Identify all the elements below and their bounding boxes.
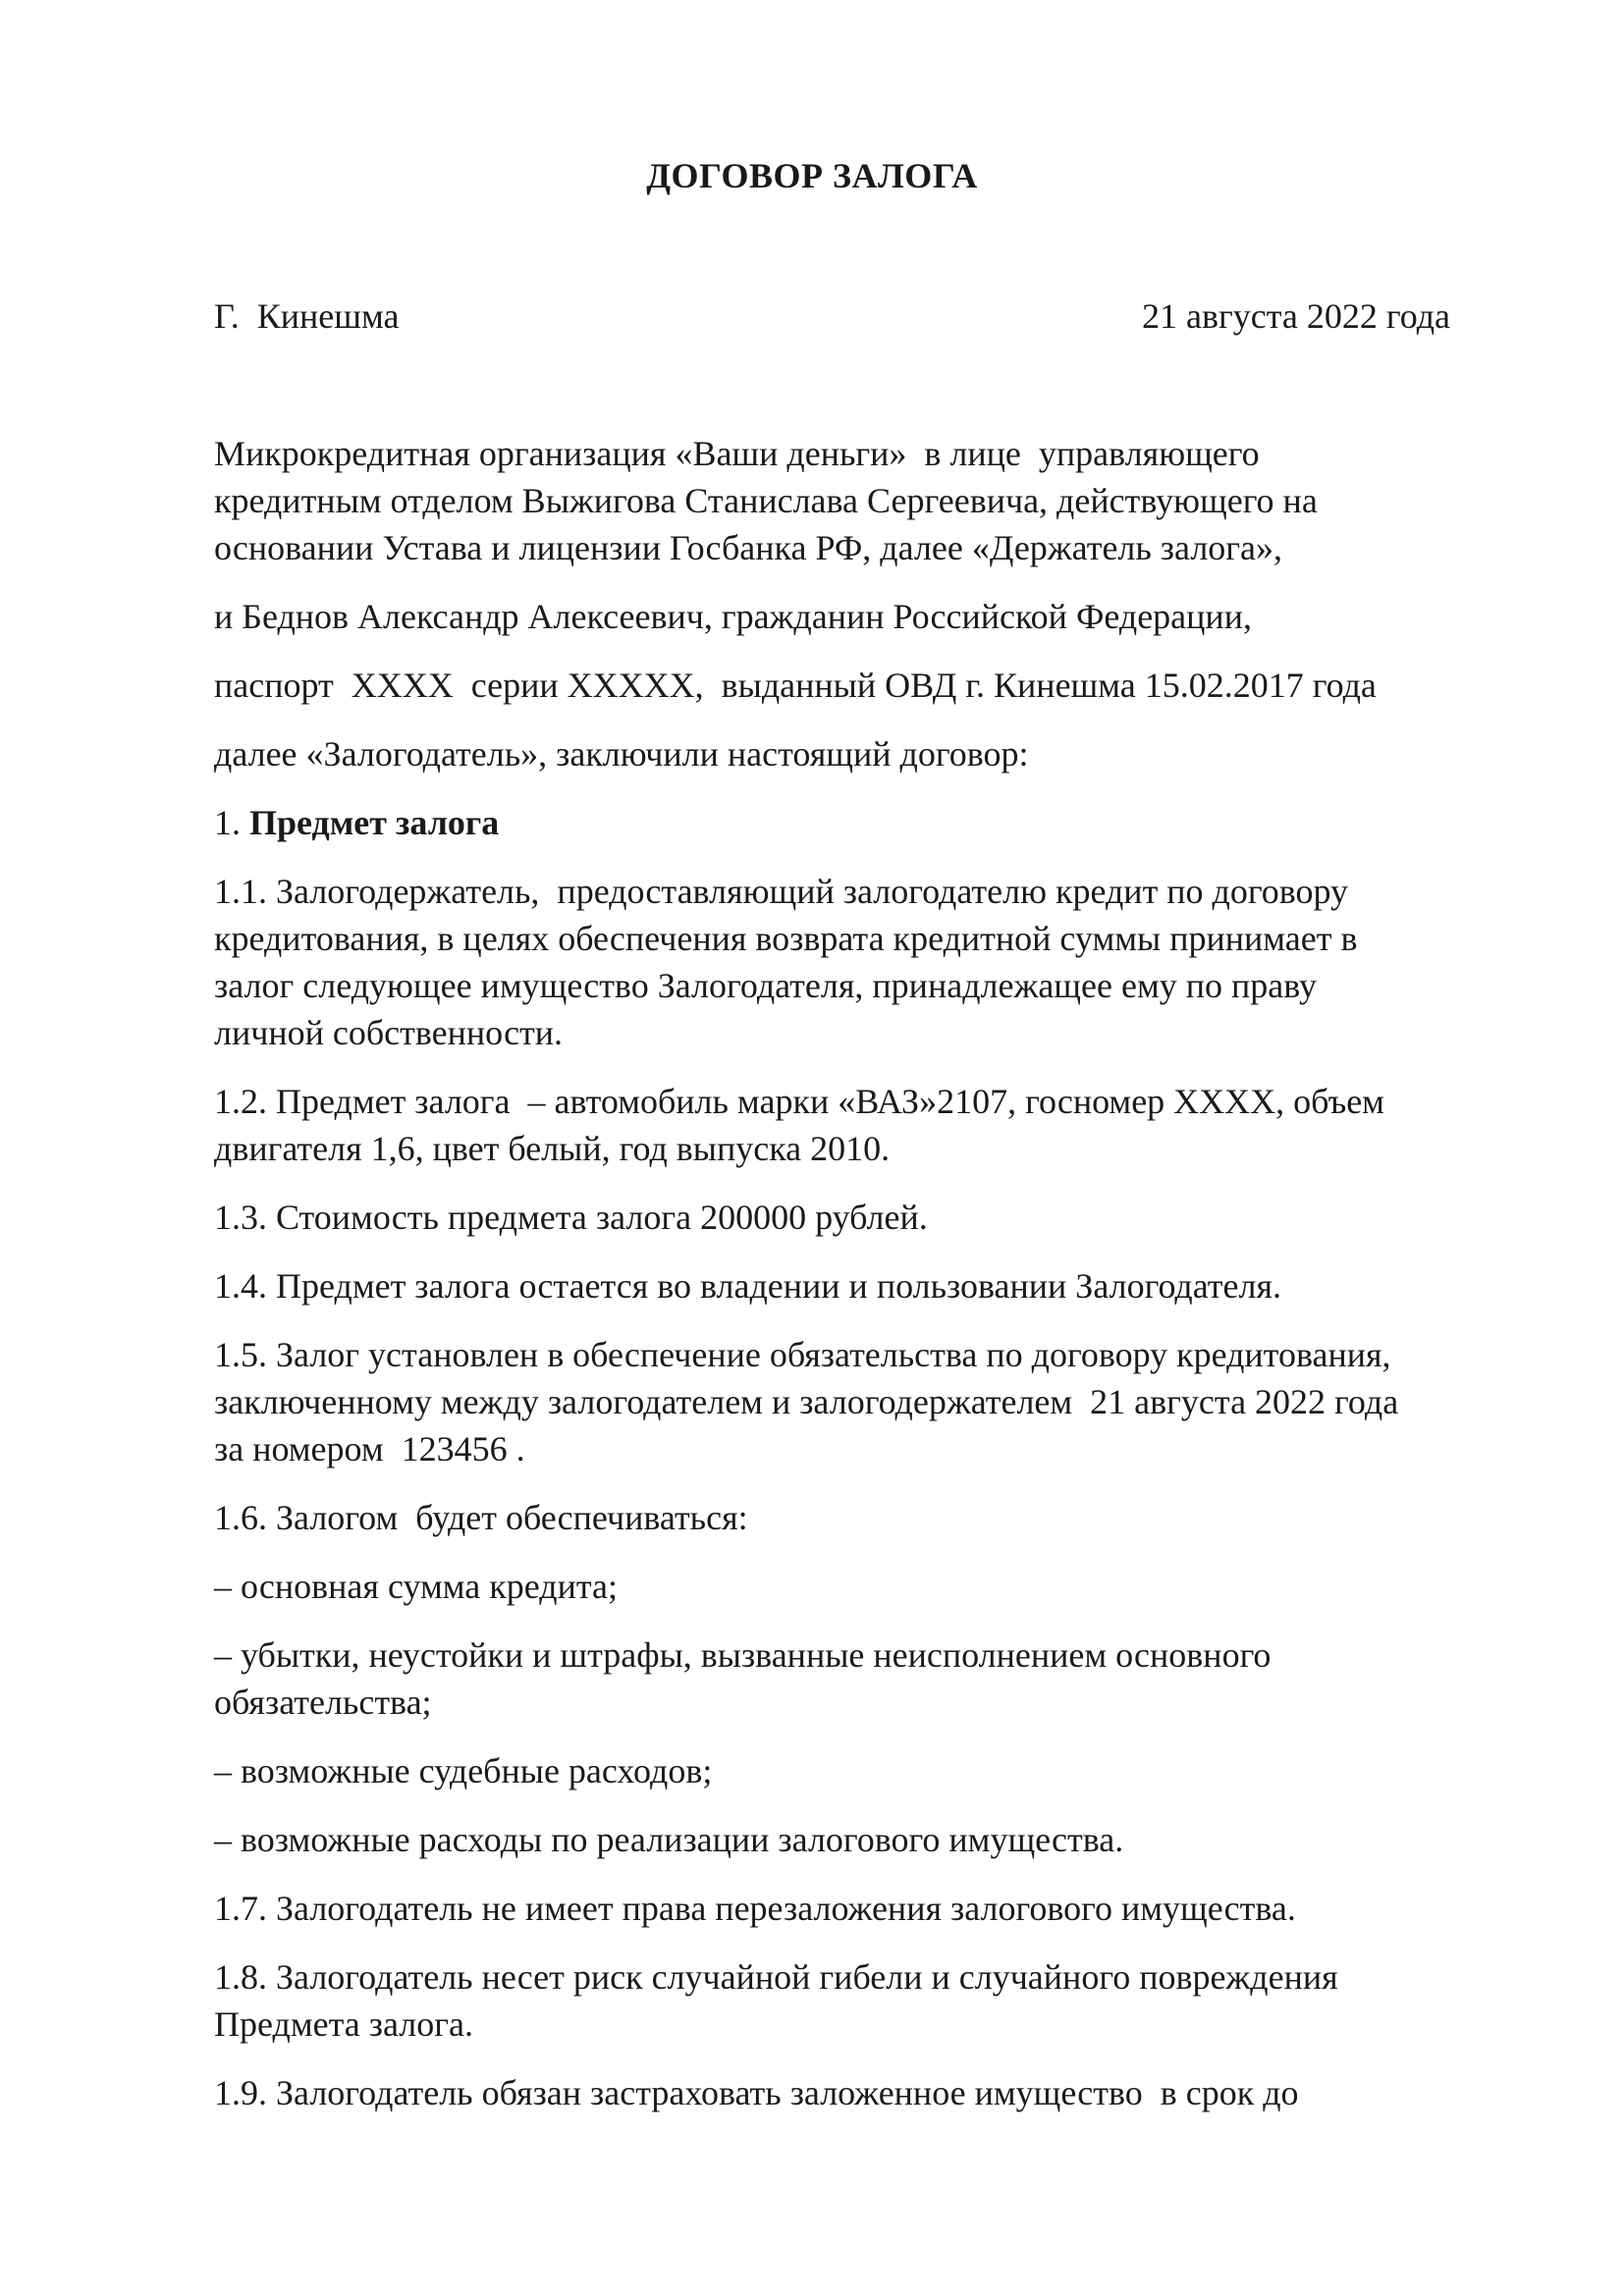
clause-line: 1.4. Предмет залога остается во владении и пользовании Залогодателя. <box>214 1266 1282 1306</box>
clause-line: 1.6. Залогом будет обеспечиваться: <box>214 1498 748 1537</box>
clause-line: за номером 123456 . <box>214 1429 525 1468</box>
list-item: – основная сумма кредита; <box>214 1567 618 1606</box>
clause-line: кредитования, в целях обеспечения возврата кредитной суммы принимает в <box>214 919 1358 958</box>
clause-line: 1.1. Залогодержатель, предоставляющий залогодателю кредит по договору <box>214 872 1349 911</box>
clause-line: Предмета залога. <box>214 2004 473 2044</box>
section-title: Предмет залога <box>249 803 500 842</box>
clause-line: 1.5. Залог установлен в обеспечение обязательства по договору кредитования, <box>214 1335 1391 1374</box>
document-date: 21 августа 2022 года <box>1142 296 1450 336</box>
clause-line: двигателя 1,6, цвет белый, год выпуска 2010. <box>214 1129 891 1168</box>
list-item: обязательства; <box>214 1682 432 1722</box>
paragraph-line: кредитным отделом Выжигова Станислава Сергеевича, действующего на <box>214 481 1318 520</box>
clause-line: 1.3. Стоимость предмета залога 200000 рублей. <box>214 1198 928 1237</box>
clause-line: 1.2. Предмет залога – автомобиль марки «ВАЗ»2107, госномер XXXX, объем <box>214 1082 1384 1121</box>
clause-line: личной собственности. <box>214 1013 564 1052</box>
section-heading <box>214 799 499 846</box>
section-number: 1. <box>214 803 249 842</box>
list-item: – возможные расходы по реализации залогового имущества. <box>214 1820 1124 1859</box>
paragraph-line: паспорт XXXX серии XXXXX, выданный ОВД г. Кинешма 15.02.2017 года <box>214 666 1377 705</box>
paragraph-line: основании Устава и лицензии Госбанка РФ, далее «Держатель залога», <box>214 528 1283 567</box>
paragraph-line: Микрокредитная организация «Ваши деньги» в лице управляющего <box>214 434 1260 473</box>
clause-line: 1.8. Залогодатель несет риск случайной гибели и случайного повреждения <box>214 1957 1338 1997</box>
paragraph-line: далее «Залогодатель», заключили настоящий договор: <box>214 734 1029 774</box>
list-item: – возможные судебные расходов; <box>214 1751 713 1790</box>
list-item: – убытки, неустойки и штрафы, вызванные неисполнением основного <box>214 1635 1272 1675</box>
clause-line: 1.9. Залогодатель обязан застраховать заложенное имущество в срок до <box>214 2073 1299 2112</box>
clause-line: 1.7. Залогодатель не имеет права перезаложения залогового имущества. <box>214 1889 1296 1928</box>
document-title: ДОГОВОР ЗАЛОГА <box>646 156 978 195</box>
document-city: Г. Кинешма <box>214 296 400 336</box>
clause-line: залог следующее имущество Залогодателя, принадлежащее ему по праву <box>214 966 1318 1005</box>
paragraph-line: и Беднов Александр Алексеевич, гражданин Российской Федерации, <box>214 597 1252 636</box>
clause-line: заключенному между залогодателем и залогодержателем 21 августа 2022 года <box>214 1382 1399 1421</box>
